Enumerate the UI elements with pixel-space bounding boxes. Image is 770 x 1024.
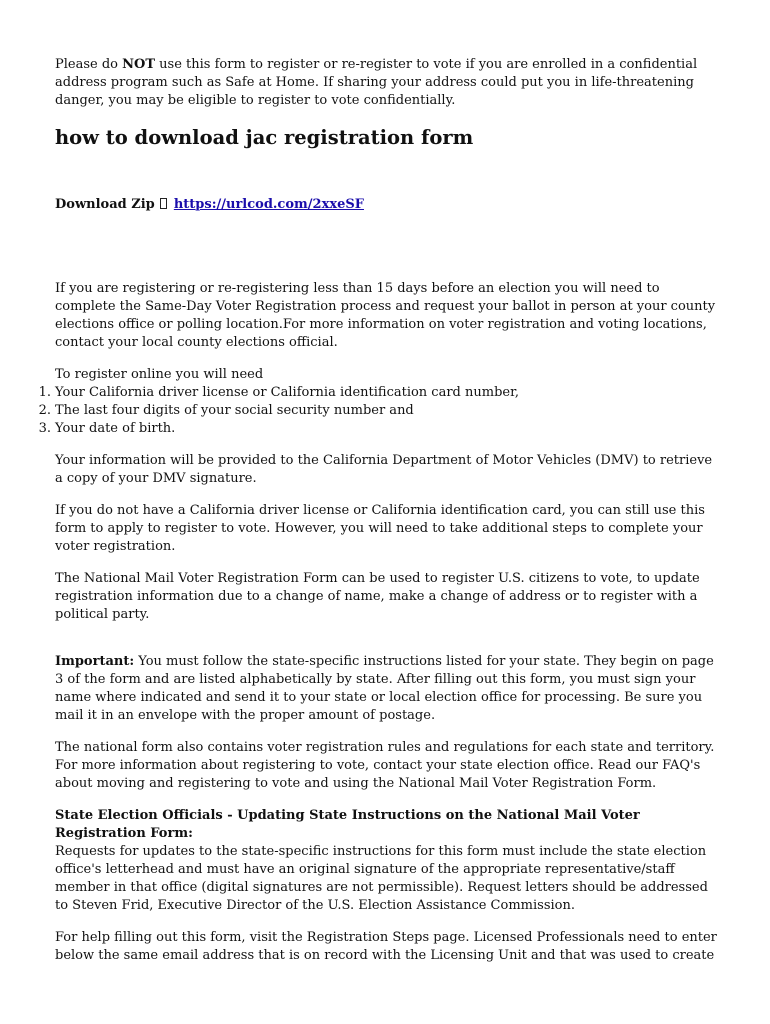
download-label: Download Zip (55, 197, 155, 212)
important-label: Important: (55, 654, 135, 669)
notice-bold-not: NOT (122, 57, 156, 72)
download-line (55, 196, 720, 214)
list-item-number: 3. (38, 421, 51, 436)
page-title: how to download jac registration form (55, 126, 474, 149)
register-online-intro: To register online you will need (55, 367, 264, 382)
download-link[interactable]: https://urlcod.com/2xxeSF (173, 197, 364, 212)
list-item-number: 1. (38, 385, 51, 400)
list-item-number: 2. (38, 403, 51, 418)
officials-paragraph: Requests for updates to the state-specific instructions for this form must include the state election office's letterhead and must have an original signature of the appropriate representative/staff member in that office (digital signatures are not permissible). Request letters should be addressed to Steven Frid, Executive Director of the U.S. Election Assistance Commission. (55, 844, 708, 913)
list-item-text: The last four digits of your social security number and (55, 403, 414, 418)
document-body (38, 56, 720, 979)
list-item (38, 384, 720, 402)
requirements-list (38, 384, 720, 438)
important-text: You must follow the state-specific instructions listed for your state. They begin on page 3 of the form and are listed alphabetically by state. After filling out this form, you must sign your name where indicated and send it to your state or local election office for processing. Be sure you mail it in an envelope with the proper amount of postage. (55, 654, 714, 723)
important-paragraph (55, 653, 720, 725)
list-item (38, 402, 720, 420)
officials-heading: State Election Officials - Updating State Instructions on the National Mail Voter Registration Form: (55, 808, 640, 841)
rules-paragraph: The national form also contains voter registration rules and regulations for each state and territory. For more information about registering to vote, contact your state election office. Read our FAQ's about moving and registering to vote and using the National Mail Voter Registration Form. (55, 740, 715, 791)
same-day-paragraph: If you are registering or re-registering less than 15 days before an election you will need to complete the Same-Day Voter Registration process and request your ballot in person at your county elections office or polling location.For more information on voter registration and voting locations, contact your local county elections official. (55, 281, 716, 350)
list-item-text: Your date of birth. (55, 421, 176, 436)
help-paragraph: For help filling out this form, visit the Registration Steps page. Licensed Professionals need to enter below the same email address that is on record with the Licensing Unit and that was used to create (55, 930, 717, 963)
list-item-text: Your California driver license or California identification card number, (55, 385, 520, 400)
list-item (38, 420, 720, 438)
national-form-paragraph: The National Mail Voter Registration Form can be used to register U.S. citizens to vote, to update registration information due to a change of name, make a change of address or to register with a political party. (55, 571, 700, 622)
confidential-notice (55, 56, 720, 110)
missing-glyph-icon (160, 198, 167, 209)
notice-suffix: use this form to register or re-register to vote if you are enrolled in a confidential address program such as Safe at Home. If sharing your address could put you in life-threatening danger, you may be eligible to register to vote confidentially. (55, 57, 698, 108)
dmv-paragraph: Your information will be provided to the California Department of Motor Vehicles (DMV) to retrieve a copy of your DMV signature. (55, 453, 713, 486)
notice-prefix: Please do (55, 57, 123, 72)
no-license-paragraph: If you do not have a California driver license or California identification card, you can still use this form to apply to register to vote. However, you will need to take additional steps to complete your voter registration. (55, 503, 705, 554)
